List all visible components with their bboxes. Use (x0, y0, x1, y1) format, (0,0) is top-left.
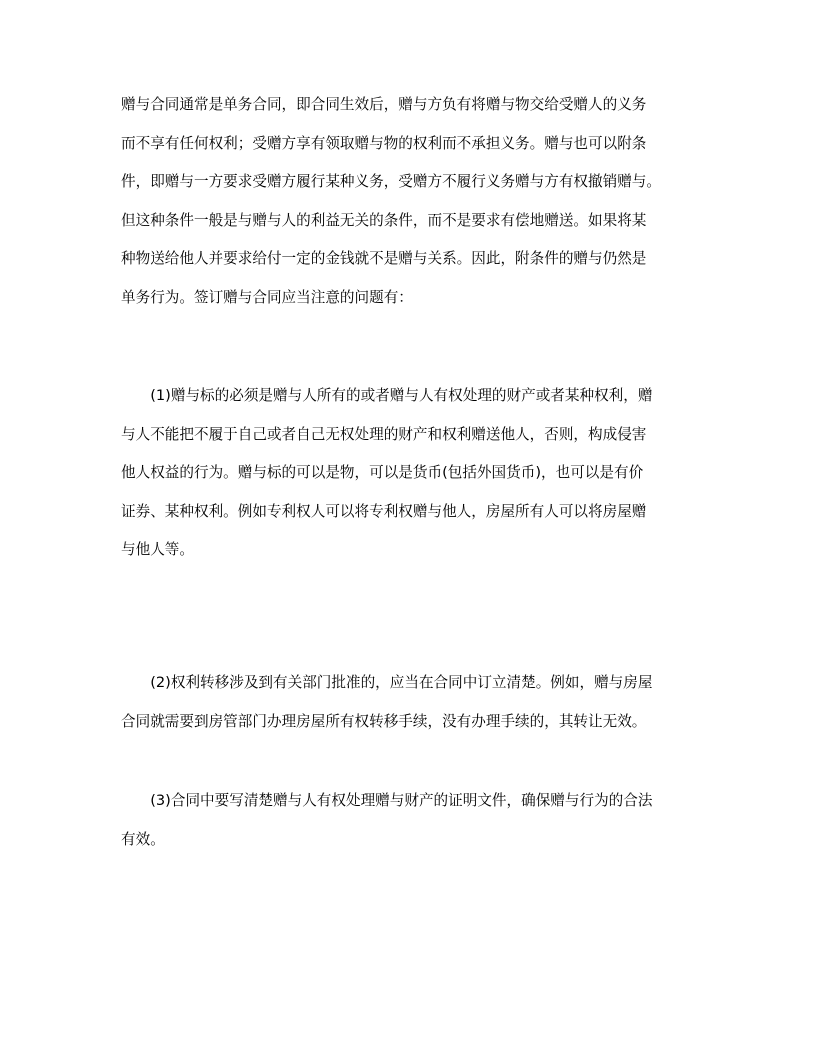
text-line: 单务行为。签订赠与合同应当注意的问题有： (121, 288, 413, 306)
text-line: (1)赠与标的必须是赠与人所有的或者赠与人有权处理的财产或者某种权利，赠 (121, 387, 653, 404)
item-1-paragraph (121, 377, 696, 570)
text-line: 合同就需要到房管部门办理房屋所有权转移手续，没有办理手续的，其转让无效。 (121, 712, 647, 730)
item-3-paragraph (121, 782, 696, 859)
item-2-paragraph (121, 664, 696, 741)
text-line: 但这种条件一般是与赠与人的利益无关的条件，而不是要求有偿地赠送。如果将某 (121, 211, 647, 229)
intro-paragraph (121, 86, 696, 318)
text-line: 他人权益的行为。赠与标的可以是物，可以是货币(包括外国货币)，也可以是有价 (121, 464, 644, 482)
text-line: (2)权利转移涉及到有关部门批准的，应当在合同中订立清楚。例如，赠与房屋 (121, 674, 653, 691)
text-line: 件，即赠与一方要求受赠方履行某种义务，受赠方不履行义务赠与方有权撤销赠与。 (121, 173, 661, 191)
text-line: 有效。 (121, 830, 165, 848)
text-line: 而不享有任何权利；受赠方享有领取赠与物的权利而不承担义务。赠与也可以附条 (121, 134, 647, 152)
text-line: 与人不能把不履于自己或者自己无权处理的财产和权利赠送他人，否则，构成侵害 (121, 425, 647, 443)
text-line: 种物送给他人并要求给付一定的金钱就不是赠与关系。因此，附条件的赠与仍然是 (121, 250, 647, 268)
text-line: (3)合同中要写清楚赠与人有权处理赠与财产的证明文件，确保赠与行为的合法 (121, 792, 653, 809)
text-line: 赠与合同通常是单务合同，即合同生效后，赠与方负有将赠与物交给受赠人的义务 (121, 96, 647, 113)
text-line: 证券、某种权利。例如专利权人可以将专利权赠与他人，房屋所有人可以将房屋赠 (121, 502, 647, 520)
text-line: 与他人等。 (121, 541, 194, 559)
